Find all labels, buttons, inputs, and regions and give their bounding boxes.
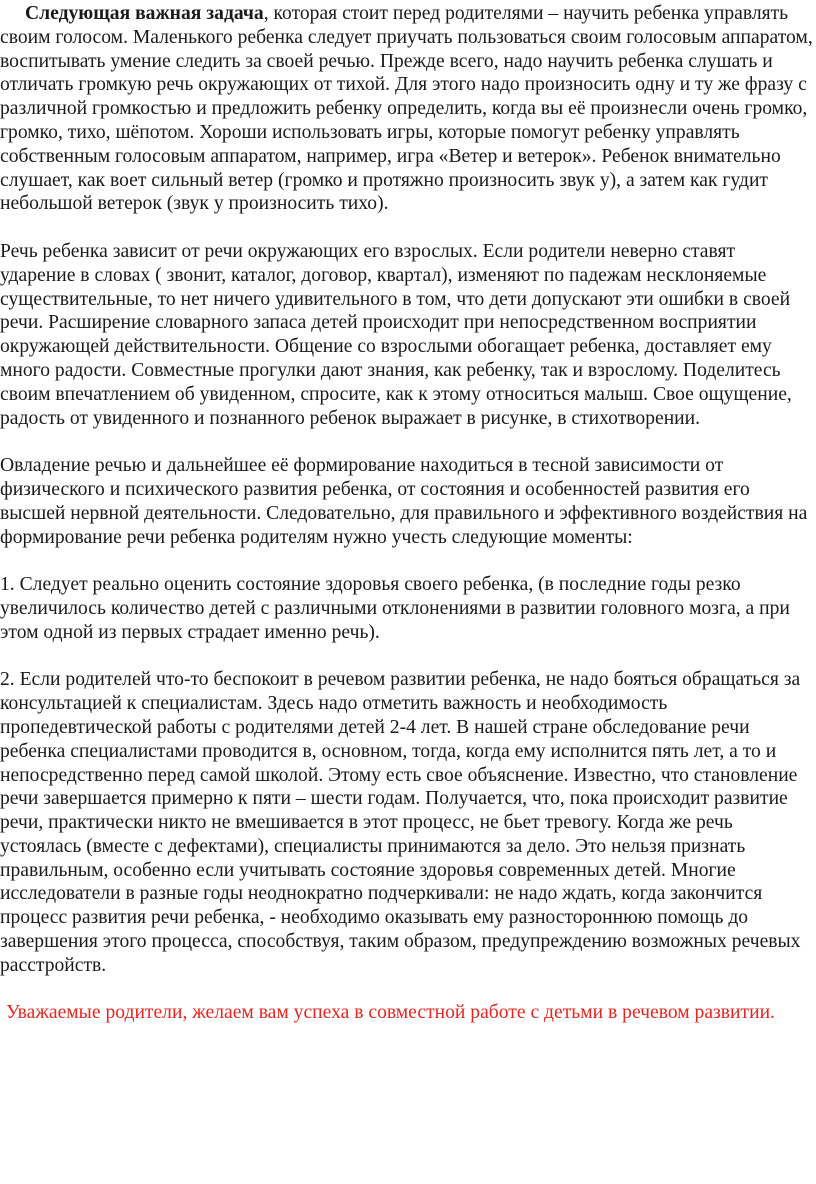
paragraph-gap bbox=[0, 549, 814, 573]
paragraph-gap bbox=[0, 216, 814, 240]
closing-wishes-text: Уважаемые родители, желаем вам успеха в совместной работе с детьми в речевом развитии. bbox=[6, 1002, 775, 1024]
paragraph-gap bbox=[0, 978, 814, 1002]
list-item-specialists: 2. Если родителей что-то беспокоит в речевом развитии ребенка, не надо бояться обращаться за консультацией к специалистам. Здесь надо отметить важность и необходимость пропедевтической работы с родителями детей 2-4 лет. В нашей стране обследование речи ребенка специалистами проводится в, основном, тогда, когда ему исполнится пять лет, а то и непосредственно перед самой школой. Этому есть свое объяснение. Известно, что становление речи завершается примерно к пяти – шести годам. Получается, что, пока происходит развитие речи, практически никто не вмешивается в этот процесс, не бьет тревогу. Когда же речь устоялась (вместе с дефектами), специалисты принимаются за дело. Это нельзя признать правильным, особенно если учитывать состояние здоровья современных детей. Многие исследователи в разные годы неоднократно подчеркивали: не надо ждать, когда закончится процесс развития речи ребенка, - необходимо оказывать ему разностороннюю помощь до завершения этого процесса, способствуя, таким образом, предупреждению возможных речевых расстройств. bbox=[0, 669, 801, 976]
paragraph-voice-control-text: , которая стоит перед родителями – научить ребенка управлять своим голосом. Маленького ребенка следует приучать пользоваться своим голосовым аппаратом, воспитывать умение следить за своей речью. Прежде всего, надо научить ребенка слушать и отличать громкую речь окружающих от тихой. Для этого надо произносить одну и ту же фразу с различной громкостью и предложить ребенку определить, когда вы её произнесли очень громко, громко, тихо, шёпотом. Хороши использовать игры, которые помогут ребенку управлять собственным голосовым аппаратом, например, игра «Ветер и ветерок». Ребенок внимательно слушает, как воет сильный ветер (громко и протяжно произносить звук у), а затем как гудит небольшой ветерок (звук у произносить тихо). bbox=[0, 3, 813, 215]
paragraph-gap bbox=[0, 645, 814, 669]
paragraph-voice-control bbox=[0, 2, 814, 216]
paragraph-adult-speech: Речь ребенка зависит от речи окружающих его взрослых. Если родители неверно ставят ударение в словах ( звонит, каталог, договор, квартал), изменяют по падежам несклоняемые существительные, то нет ничего удивительного в том, что дети допускают эти ошибки в своей речи. Расширение словарного запаса детей происходит при непосредственном восприятии окружающей действительности. Общение со взрослыми обогащает ребенка, доставляет ему много радости. Совместные прогулки дают знания, как ребенку, так и взрослому. Поделитесь своим впечатлением об увиденном, спросите, как к этому относиться малыш. Свое ощущение, радость от увиденного и познанного ребенок выражает в рисунке, в стихотворении. bbox=[0, 240, 792, 429]
paragraph-bold-lead: Следующая важная задача bbox=[25, 3, 264, 24]
paragraph-speech-development: Овладение речью и дальнейшее её формирование находиться в тесной зависимости от физического и психического развития ребенка, от состояния и особенностей развития его высшей нервной деятельности. Следовательно, для правильного и эффективного воздействия на формирование речи ребенка родителям нужно учесть следующие моменты: bbox=[0, 455, 808, 548]
closing-wishes bbox=[0, 1001, 814, 1025]
paragraph-gap bbox=[0, 430, 814, 454]
list-item-health: 1. Следует реально оценить состояние здоровья своего ребенка, (в последние годы резко увеличилось количество детей с различными отклонениями в развитии головного мозга, а при этом одной из первых страдает именно речь). bbox=[0, 574, 790, 643]
